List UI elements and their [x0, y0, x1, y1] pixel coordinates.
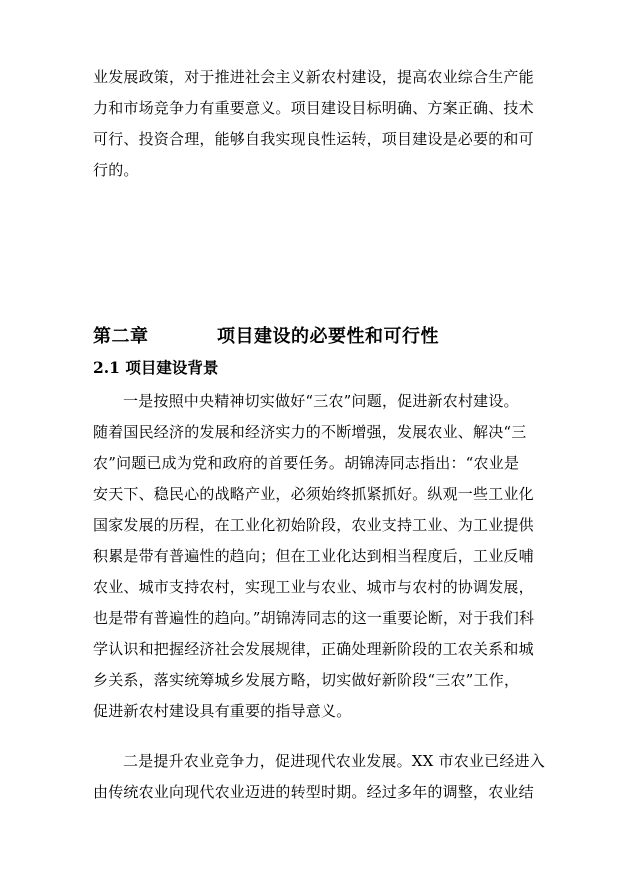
para1-line-7: 农业、城市支持农村，实现工业与农业、城市与农村的协调发展，: [93, 578, 534, 596]
para1-line-3: 农”问题已成为党和政府的首要任务。胡锦涛同志指出：“农业是: [93, 454, 520, 472]
para1-line-10: 乡关系，落实统筹城乡发展方略，切实做好新阶段“三农”工作，: [93, 671, 520, 689]
para2-line-1: 二是提升农业竞争力，促进现代农业发展。XX 市农业已经进入: [123, 752, 545, 770]
chapter-heading: [93, 322, 439, 348]
chapter-number: 第二章: [93, 326, 149, 347]
para1-line-5: 国家发展的历程，在工业化初始阶段，农业支持工业、为工业提供: [93, 516, 534, 534]
para1-line-4: 安天下、稳民心的战略产业，必须始终抓紧抓好。纵观一些工业化: [93, 485, 534, 503]
para1-line-9: 学认识和把握经济社会发展规律，正确处理新阶段的工农关系和城: [93, 640, 534, 658]
section-heading: 2.1 项目建设背景: [93, 358, 219, 377]
paragraph-2: [93, 746, 545, 808]
intro-line-3: 可行、投资合理，能够自我实现良性运转，项目建设是必要的和可: [93, 130, 534, 148]
para1-line-8: 也是带有普遍性的趋向。”胡锦涛同志的这一重要论断，对于我们科: [93, 609, 535, 627]
intro-line-1: 业发展政策，对于推进社会主义新农村建设，提高农业综合生产能: [93, 68, 534, 86]
para2-line-2: 由传统农业向现代农业迈进的转型时期。经过多年的调整，农业结: [93, 783, 534, 801]
paragraph-1: [93, 386, 535, 727]
chapter-title: 项目建设的必要性和可行性: [217, 326, 439, 347]
para1-line-1: 一是按照中央精神切实做好“三农”问题，促进新农村建设。: [123, 392, 519, 410]
para1-line-2: 随着国民经济的发展和经济实力的不断增强，发展农业、解决“三: [93, 423, 527, 441]
para1-line-11: 促进新农村建设具有重要的指导意义。: [93, 702, 352, 720]
para1-line-6: 积累是带有普遍性的趋向；但在工业化达到相当程度后，工业反哺: [93, 547, 534, 565]
intro-line-4: 行的。: [93, 161, 139, 179]
intro-line-2: 力和市场竞争力有重要意义。项目建设目标明确、方案正确、技术: [93, 99, 534, 117]
intro-paragraph: [93, 62, 534, 186]
